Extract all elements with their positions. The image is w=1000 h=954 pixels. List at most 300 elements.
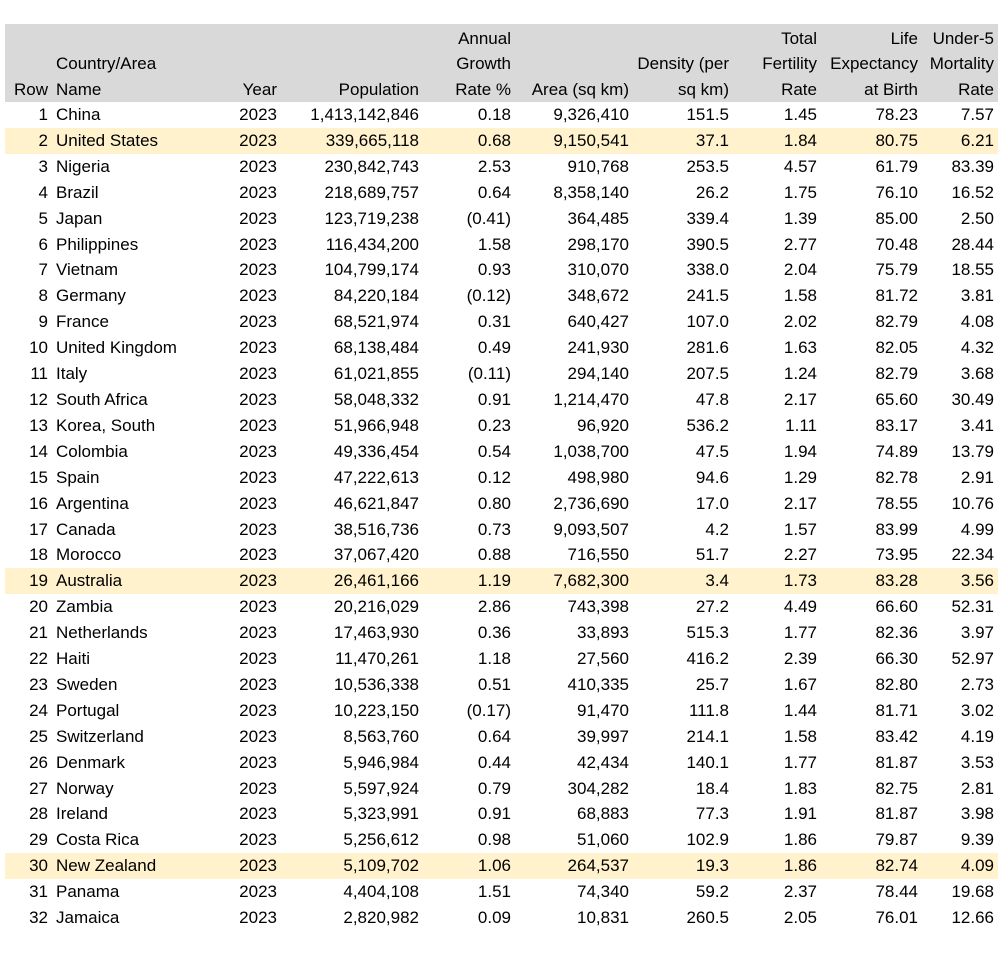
cell-year[interactable]: 2023 — [239, 364, 277, 384]
cell-year[interactable]: 2023 — [239, 908, 277, 928]
cell-density[interactable]: 18.4 — [695, 778, 729, 798]
cell-fertility-rate[interactable]: 2.04 — [783, 260, 817, 280]
cell-life-expectancy[interactable]: 82.78 — [875, 467, 918, 487]
table-row[interactable] — [5, 361, 998, 387]
cell-population[interactable]: 116,434,200 — [325, 234, 419, 254]
cell-life-expectancy[interactable]: 83.42 — [875, 726, 918, 746]
cell-area[interactable]: 910,768 — [567, 156, 629, 176]
cell-mortality-rate[interactable]: 4.08 — [960, 312, 994, 332]
table-row[interactable] — [5, 491, 998, 517]
header-mortality-rate[interactable]: Under-5 Mortality Rate — [929, 28, 994, 99]
cell-density[interactable]: 102.9 — [686, 830, 729, 850]
cell-population[interactable]: 47,222,613 — [333, 467, 419, 487]
cell-country-name[interactable]: Germany — [56, 286, 126, 306]
cell-area[interactable]: 1,038,700 — [553, 441, 629, 461]
cell-row-number[interactable]: 22 — [29, 649, 48, 669]
cell-life-expectancy[interactable]: 81.71 — [875, 700, 918, 720]
cell-year[interactable]: 2023 — [239, 105, 277, 124]
cell-row-number[interactable]: 24 — [29, 700, 48, 720]
cell-mortality-rate[interactable]: 3.41 — [960, 415, 994, 435]
cell-growth-rate[interactable]: 2.86 — [477, 597, 511, 617]
cell-country-name[interactable]: Canada — [56, 519, 116, 539]
cell-country-name[interactable]: Ireland — [56, 804, 108, 824]
cell-row-number[interactable]: 21 — [29, 623, 48, 643]
cell-area[interactable]: 294,140 — [567, 364, 629, 384]
cell-population[interactable]: 123,719,238 — [324, 208, 419, 228]
cell-life-expectancy[interactable]: 78.23 — [875, 105, 918, 124]
cell-year[interactable]: 2023 — [239, 882, 277, 902]
cell-life-expectancy[interactable]: 76.10 — [875, 182, 918, 202]
cell-density[interactable]: 260.5 — [686, 908, 729, 928]
cell-country-name[interactable]: Haiti — [56, 649, 91, 669]
cell-year[interactable]: 2023 — [239, 182, 277, 202]
cell-population[interactable]: 37,067,420 — [333, 545, 419, 565]
cell-population[interactable]: 2,820,982 — [343, 908, 419, 928]
cell-fertility-rate[interactable]: 2.02 — [783, 312, 817, 332]
cell-row-number[interactable]: 18 — [29, 545, 48, 565]
cell-population[interactable]: 10,536,338 — [333, 674, 419, 694]
cell-growth-rate[interactable]: 1.19 — [477, 571, 511, 591]
cell-mortality-rate[interactable]: 4.32 — [960, 338, 994, 358]
cell-area[interactable]: 68,883 — [577, 804, 629, 824]
cell-country-name[interactable]: Australia — [56, 571, 123, 591]
cell-fertility-rate[interactable]: 1.58 — [783, 286, 817, 306]
cell-year[interactable]: 2023 — [239, 597, 277, 617]
cell-area[interactable]: 364,485 — [567, 208, 629, 228]
cell-year[interactable]: 2023 — [239, 208, 277, 228]
cell-growth-rate[interactable]: 0.54 — [477, 441, 511, 461]
cell-row-number[interactable]: 1 — [38, 105, 48, 124]
cell-row-number[interactable]: 9 — [38, 312, 48, 332]
cell-country-name[interactable]: Jamaica — [56, 908, 120, 928]
cell-mortality-rate[interactable]: 3.02 — [960, 700, 994, 720]
cell-growth-rate[interactable]: 0.51 — [477, 674, 511, 694]
cell-mortality-rate[interactable]: 4.09 — [960, 856, 994, 876]
cell-density[interactable]: 51.7 — [695, 545, 729, 565]
cell-growth-rate[interactable]: 0.88 — [477, 545, 511, 565]
cell-area[interactable]: 7,682,300 — [553, 571, 629, 591]
cell-population[interactable]: 58,048,332 — [333, 389, 419, 409]
cell-country-name[interactable]: Korea, South — [56, 415, 156, 435]
cell-country-name[interactable]: Morocco — [56, 545, 122, 565]
cell-life-expectancy[interactable]: 85.00 — [875, 208, 918, 228]
cell-population[interactable]: 17,463,930 — [333, 623, 419, 643]
cell-fertility-rate[interactable]: 1.11 — [785, 415, 817, 435]
table-row[interactable] — [5, 439, 998, 465]
cell-fertility-rate[interactable]: 2.27 — [783, 545, 817, 565]
cell-year[interactable]: 2023 — [239, 415, 277, 435]
cell-population[interactable]: 68,521,974 — [333, 312, 419, 332]
cell-country-name[interactable]: Vietnam — [56, 260, 119, 280]
cell-mortality-rate[interactable]: 10.76 — [951, 493, 994, 513]
cell-growth-rate[interactable]: 2.53 — [477, 156, 511, 176]
table-row[interactable] — [5, 672, 998, 698]
cell-year[interactable]: 2023 — [239, 674, 277, 694]
cell-fertility-rate[interactable]: 1.94 — [783, 441, 817, 461]
table-row[interactable] — [5, 542, 998, 568]
cell-country-name[interactable]: Brazil — [56, 182, 99, 202]
cell-growth-rate[interactable]: 0.36 — [477, 623, 511, 643]
table-row[interactable] — [5, 905, 998, 931]
cell-row-number[interactable]: 4 — [38, 182, 48, 202]
cell-density[interactable]: 26.2 — [695, 182, 729, 202]
cell-row-number[interactable]: 19 — [29, 571, 48, 591]
cell-density[interactable]: 37.1 — [695, 130, 729, 150]
cell-row-number[interactable]: 10 — [29, 338, 48, 358]
cell-mortality-rate[interactable]: 2.50 — [960, 208, 994, 228]
cell-density[interactable]: 140.1 — [686, 752, 729, 772]
cell-growth-rate[interactable]: (0.41) — [466, 208, 511, 228]
cell-growth-rate[interactable]: (0.17) — [466, 700, 511, 720]
cell-area[interactable]: 74,340 — [577, 882, 629, 902]
cell-density[interactable]: 241.5 — [686, 286, 729, 306]
cell-mortality-rate[interactable]: 52.31 — [951, 597, 994, 617]
cell-density[interactable]: 214.1 — [686, 726, 729, 746]
cell-row-number[interactable]: 20 — [29, 597, 48, 617]
cell-area[interactable]: 10,831 — [577, 908, 629, 928]
cell-country-name[interactable]: United Kingdom — [56, 338, 177, 358]
cell-growth-rate[interactable]: 1.18 — [477, 649, 511, 669]
cell-fertility-rate[interactable]: 1.57 — [783, 519, 817, 539]
cell-country-name[interactable]: Panama — [56, 882, 120, 902]
cell-density[interactable]: 94.6 — [695, 467, 729, 487]
cell-population[interactable]: 49,336,454 — [333, 441, 419, 461]
cell-density[interactable]: 515.3 — [686, 623, 729, 643]
cell-life-expectancy[interactable]: 82.79 — [875, 364, 918, 384]
cell-area[interactable]: 410,335 — [567, 674, 629, 694]
cell-country-name[interactable]: South Africa — [56, 389, 148, 409]
cell-year[interactable]: 2023 — [239, 623, 277, 643]
cell-growth-rate[interactable]: 1.06 — [477, 856, 511, 876]
cell-growth-rate[interactable]: 0.79 — [477, 778, 511, 798]
cell-population[interactable]: 68,138,484 — [333, 338, 419, 358]
cell-year[interactable]: 2023 — [239, 778, 277, 798]
cell-density[interactable]: 47.5 — [695, 441, 729, 461]
cell-mortality-rate[interactable]: 9.39 — [960, 830, 994, 850]
cell-density[interactable]: 19.3 — [695, 856, 729, 876]
cell-fertility-rate[interactable]: 1.83 — [783, 778, 817, 798]
cell-density[interactable]: 17.0 — [695, 493, 729, 513]
cell-density[interactable]: 151.5 — [686, 105, 729, 124]
cell-area[interactable]: 42,434 — [577, 752, 629, 772]
cell-country-name[interactable]: Portugal — [56, 700, 120, 720]
cell-year[interactable]: 2023 — [239, 441, 277, 461]
cell-mortality-rate[interactable]: 6.21 — [960, 130, 994, 150]
cell-mortality-rate[interactable]: 83.39 — [951, 156, 994, 176]
cell-mortality-rate[interactable]: 16.52 — [951, 182, 994, 202]
cell-density[interactable]: 390.5 — [686, 234, 729, 254]
cell-country-name[interactable]: Nigeria — [56, 156, 110, 176]
cell-country-name[interactable]: Philippines — [56, 234, 139, 254]
cell-fertility-rate[interactable]: 2.17 — [783, 493, 817, 513]
cell-fertility-rate[interactable]: 1.24 — [783, 364, 817, 384]
cell-country-name[interactable]: Switzerland — [56, 726, 144, 746]
cell-year[interactable]: 2023 — [239, 700, 277, 720]
cell-life-expectancy[interactable]: 74.89 — [875, 441, 918, 461]
cell-mortality-rate[interactable]: 3.98 — [960, 804, 994, 824]
cell-area[interactable]: 264,537 — [567, 856, 629, 876]
cell-growth-rate[interactable]: (0.11) — [467, 364, 511, 384]
table-row[interactable] — [5, 283, 998, 309]
cell-population[interactable]: 5,946,984 — [343, 752, 419, 772]
cell-population[interactable]: 104,799,174 — [324, 260, 419, 280]
table-row[interactable] — [5, 594, 998, 620]
cell-mortality-rate[interactable]: 18.55 — [951, 260, 994, 280]
cell-density[interactable]: 27.2 — [695, 597, 729, 617]
table-row[interactable] — [5, 206, 998, 232]
cell-population[interactable]: 4,404,108 — [343, 882, 419, 902]
table-row[interactable] — [5, 128, 998, 154]
cell-growth-rate[interactable]: 0.31 — [477, 312, 511, 332]
table-row[interactable] — [5, 568, 998, 594]
cell-mortality-rate[interactable]: 7.57 — [960, 105, 994, 124]
cell-mortality-rate[interactable]: 30.49 — [951, 389, 994, 409]
cell-row-number[interactable]: 3 — [38, 156, 48, 176]
cell-area[interactable]: 498,980 — [567, 467, 629, 487]
header-area[interactable]: Area (sq km) — [531, 79, 629, 99]
cell-area[interactable]: 1,214,470 — [553, 389, 629, 409]
table-row[interactable] — [5, 517, 998, 543]
table-row[interactable] — [5, 801, 998, 827]
cell-fertility-rate[interactable]: 1.67 — [783, 674, 817, 694]
cell-life-expectancy[interactable]: 79.87 — [875, 830, 918, 850]
cell-life-expectancy[interactable]: 66.30 — [875, 649, 918, 669]
cell-country-name[interactable]: Zambia — [56, 597, 113, 617]
cell-growth-rate[interactable]: 0.09 — [477, 908, 511, 928]
cell-growth-rate[interactable]: 0.91 — [477, 389, 511, 409]
table-row[interactable] — [5, 646, 998, 672]
cell-row-number[interactable]: 27 — [29, 778, 48, 798]
cell-population[interactable]: 339,665,118 — [325, 130, 419, 150]
cell-growth-rate[interactable]: 0.93 — [477, 260, 511, 280]
cell-country-name[interactable]: United States — [56, 130, 159, 150]
cell-mortality-rate[interactable]: 28.44 — [951, 234, 994, 254]
cell-population[interactable]: 20,216,029 — [333, 597, 419, 617]
cell-life-expectancy[interactable]: 81.87 — [875, 804, 918, 824]
cell-row-number[interactable]: 5 — [38, 208, 48, 228]
header-growth-rate[interactable]: Annual Growth Rate % — [455, 28, 511, 99]
cell-density[interactable]: 47.8 — [695, 389, 729, 409]
cell-area[interactable]: 241,930 — [567, 338, 629, 358]
cell-mortality-rate[interactable]: 12.66 — [951, 908, 994, 928]
table-row[interactable] — [5, 387, 998, 413]
table-row[interactable] — [5, 309, 998, 335]
cell-fertility-rate[interactable]: 1.39 — [783, 208, 817, 228]
cell-fertility-rate[interactable]: 1.77 — [783, 752, 817, 772]
cell-row-number[interactable]: 16 — [29, 493, 48, 513]
cell-growth-rate[interactable]: 0.64 — [477, 182, 511, 202]
cell-life-expectancy[interactable]: 83.17 — [875, 415, 918, 435]
cell-density[interactable]: 59.2 — [695, 882, 729, 902]
cell-country-name[interactable]: Italy — [56, 364, 88, 384]
cell-fertility-rate[interactable]: 2.17 — [783, 389, 817, 409]
cell-population[interactable]: 1,413,142,846 — [310, 105, 419, 124]
cell-life-expectancy[interactable]: 70.48 — [875, 234, 918, 254]
cell-growth-rate[interactable]: 0.80 — [477, 493, 511, 513]
header-life-expectancy[interactable]: Life Expectancy at Birth — [830, 28, 918, 99]
cell-population[interactable]: 5,597,924 — [343, 778, 419, 798]
cell-country-name[interactable]: Argentina — [56, 493, 129, 513]
cell-density[interactable]: 4.2 — [705, 519, 729, 539]
cell-fertility-rate[interactable]: 1.86 — [783, 830, 817, 850]
cell-mortality-rate[interactable]: 3.81 — [960, 286, 994, 306]
cell-year[interactable]: 2023 — [239, 493, 277, 513]
cell-area[interactable]: 310,070 — [567, 260, 629, 280]
cell-density[interactable]: 3.4 — [705, 571, 729, 591]
cell-population[interactable]: 84,220,184 — [333, 286, 419, 306]
cell-life-expectancy[interactable]: 82.79 — [875, 312, 918, 332]
table-row[interactable] — [5, 724, 998, 750]
table-row[interactable] — [5, 620, 998, 646]
cell-year[interactable]: 2023 — [239, 156, 277, 176]
cell-life-expectancy[interactable]: 66.60 — [875, 597, 918, 617]
cell-growth-rate[interactable]: (0.12) — [466, 286, 511, 306]
cell-fertility-rate[interactable]: 1.44 — [783, 700, 817, 720]
cell-fertility-rate[interactable]: 1.45 — [783, 105, 817, 124]
cell-life-expectancy[interactable]: 82.75 — [875, 778, 918, 798]
table-row[interactable] — [5, 827, 998, 853]
cell-fertility-rate[interactable]: 1.63 — [783, 338, 817, 358]
cell-country-name[interactable]: China — [56, 105, 101, 124]
cell-fertility-rate[interactable]: 1.29 — [783, 467, 817, 487]
cell-growth-rate[interactable]: 0.73 — [477, 519, 511, 539]
cell-life-expectancy[interactable]: 65.60 — [875, 389, 918, 409]
cell-density[interactable]: 77.3 — [695, 804, 729, 824]
cell-life-expectancy[interactable]: 82.80 — [875, 674, 918, 694]
cell-life-expectancy[interactable]: 73.95 — [875, 545, 918, 565]
cell-fertility-rate[interactable]: 1.77 — [783, 623, 817, 643]
cell-population[interactable]: 8,563,760 — [343, 726, 419, 746]
cell-life-expectancy[interactable]: 80.75 — [875, 130, 918, 150]
cell-fertility-rate[interactable]: 1.75 — [783, 182, 817, 202]
cell-area[interactable]: 2,736,690 — [553, 493, 629, 513]
cell-growth-rate[interactable]: 1.58 — [477, 234, 511, 254]
cell-row-number[interactable]: 25 — [29, 726, 48, 746]
cell-area[interactable]: 9,326,410 — [553, 105, 629, 124]
cell-row-number[interactable]: 28 — [29, 804, 48, 824]
cell-year[interactable]: 2023 — [239, 519, 277, 539]
cell-area[interactable]: 96,920 — [577, 415, 629, 435]
cell-population[interactable]: 61,021,855 — [333, 364, 419, 384]
cell-country-name[interactable]: Costa Rica — [56, 830, 140, 850]
cell-country-name[interactable]: Japan — [56, 208, 103, 228]
header-density[interactable]: Density (per sq km) — [637, 54, 729, 99]
table-row[interactable] — [5, 154, 998, 180]
cell-country-name[interactable]: New Zealand — [56, 856, 157, 876]
cell-population[interactable]: 51,966,948 — [333, 415, 419, 435]
cell-fertility-rate[interactable]: 1.86 — [783, 856, 817, 876]
cell-growth-rate[interactable]: 0.44 — [477, 752, 511, 772]
cell-area[interactable]: 716,550 — [567, 545, 629, 565]
cell-area[interactable]: 743,398 — [567, 597, 629, 617]
cell-year[interactable]: 2023 — [239, 649, 277, 669]
cell-density[interactable]: 25.7 — [695, 674, 729, 694]
cell-year[interactable]: 2023 — [239, 467, 277, 487]
cell-mortality-rate[interactable]: 22.34 — [951, 545, 994, 565]
cell-population[interactable]: 5,256,612 — [343, 830, 419, 850]
cell-density[interactable]: 107.0 — [686, 312, 729, 332]
cell-area[interactable]: 33,893 — [577, 623, 629, 643]
cell-row-number[interactable]: 11 — [30, 364, 48, 384]
cell-area[interactable]: 9,150,541 — [553, 130, 629, 150]
table-row[interactable] — [5, 413, 998, 439]
table-row[interactable] — [5, 879, 998, 905]
cell-fertility-rate[interactable]: 1.58 — [783, 726, 817, 746]
cell-growth-rate[interactable]: 0.91 — [477, 804, 511, 824]
cell-life-expectancy[interactable]: 82.36 — [875, 623, 918, 643]
cell-life-expectancy[interactable]: 83.28 — [875, 571, 918, 591]
cell-population[interactable]: 230,842,743 — [324, 156, 419, 176]
cell-row-number[interactable]: 14 — [29, 441, 48, 461]
cell-population[interactable]: 5,109,702 — [343, 856, 419, 876]
cell-population[interactable]: 11,470,261 — [335, 649, 419, 669]
cell-area[interactable]: 27,560 — [577, 649, 629, 669]
cell-density[interactable]: 338.0 — [686, 260, 729, 280]
cell-row-number[interactable]: 17 — [29, 519, 48, 539]
cell-country-name[interactable]: Spain — [56, 467, 100, 487]
cell-year[interactable]: 2023 — [239, 726, 277, 746]
cell-year[interactable]: 2023 — [239, 545, 277, 565]
cell-growth-rate[interactable]: 0.64 — [477, 726, 511, 746]
cell-area[interactable]: 640,427 — [567, 312, 629, 332]
cell-life-expectancy[interactable]: 78.44 — [875, 882, 918, 902]
cell-country-name[interactable]: France — [56, 312, 109, 332]
cell-country-name[interactable]: Denmark — [56, 752, 125, 772]
cell-life-expectancy[interactable]: 81.72 — [875, 286, 918, 306]
cell-country-name[interactable]: Sweden — [56, 674, 118, 694]
cell-country-name[interactable]: Norway — [56, 778, 114, 798]
cell-area[interactable]: 298,170 — [567, 234, 629, 254]
cell-fertility-rate[interactable]: 2.37 — [783, 882, 817, 902]
cell-mortality-rate[interactable]: 3.56 — [960, 571, 994, 591]
cell-country-name[interactable]: Colombia — [56, 441, 128, 461]
cell-area[interactable]: 39,997 — [577, 726, 629, 746]
table-row[interactable] — [5, 232, 998, 258]
cell-mortality-rate[interactable]: 2.91 — [960, 467, 994, 487]
cell-fertility-rate[interactable]: 2.77 — [783, 234, 817, 254]
cell-life-expectancy[interactable]: 82.05 — [875, 338, 918, 358]
cell-growth-rate[interactable]: 0.98 — [477, 830, 511, 850]
table-row[interactable] — [5, 853, 998, 879]
cell-mortality-rate[interactable]: 2.81 — [960, 778, 994, 798]
header-fertility-rate[interactable]: Total Fertility Rate — [762, 28, 817, 99]
cell-life-expectancy[interactable]: 83.99 — [875, 519, 918, 539]
cell-year[interactable]: 2023 — [239, 804, 277, 824]
cell-mortality-rate[interactable]: 3.68 — [960, 364, 994, 384]
cell-fertility-rate[interactable]: 1.73 — [783, 571, 817, 591]
cell-year[interactable]: 2023 — [239, 286, 277, 306]
cell-population[interactable]: 5,323,991 — [343, 804, 419, 824]
header-country-name[interactable]: Country/Area Name — [56, 54, 157, 99]
cell-row-number[interactable]: 30 — [29, 856, 48, 876]
table-row[interactable] — [5, 776, 998, 802]
cell-row-number[interactable]: 8 — [38, 286, 48, 306]
cell-growth-rate[interactable]: 1.51 — [477, 882, 511, 902]
cell-fertility-rate[interactable]: 4.49 — [783, 597, 817, 617]
cell-row-number[interactable]: 15 — [29, 467, 48, 487]
cell-row-number[interactable]: 32 — [29, 908, 48, 928]
cell-growth-rate[interactable]: 0.18 — [477, 105, 511, 124]
cell-year[interactable]: 2023 — [239, 338, 277, 358]
cell-density[interactable]: 281.6 — [686, 338, 729, 358]
cell-life-expectancy[interactable]: 75.79 — [875, 260, 918, 280]
cell-year[interactable]: 2023 — [239, 830, 277, 850]
cell-growth-rate[interactable]: 0.49 — [477, 338, 511, 358]
cell-mortality-rate[interactable]: 19.68 — [951, 882, 994, 902]
cell-area[interactable]: 304,282 — [567, 778, 629, 798]
table-row[interactable] — [5, 698, 998, 724]
cell-fertility-rate[interactable]: 2.39 — [783, 649, 817, 669]
